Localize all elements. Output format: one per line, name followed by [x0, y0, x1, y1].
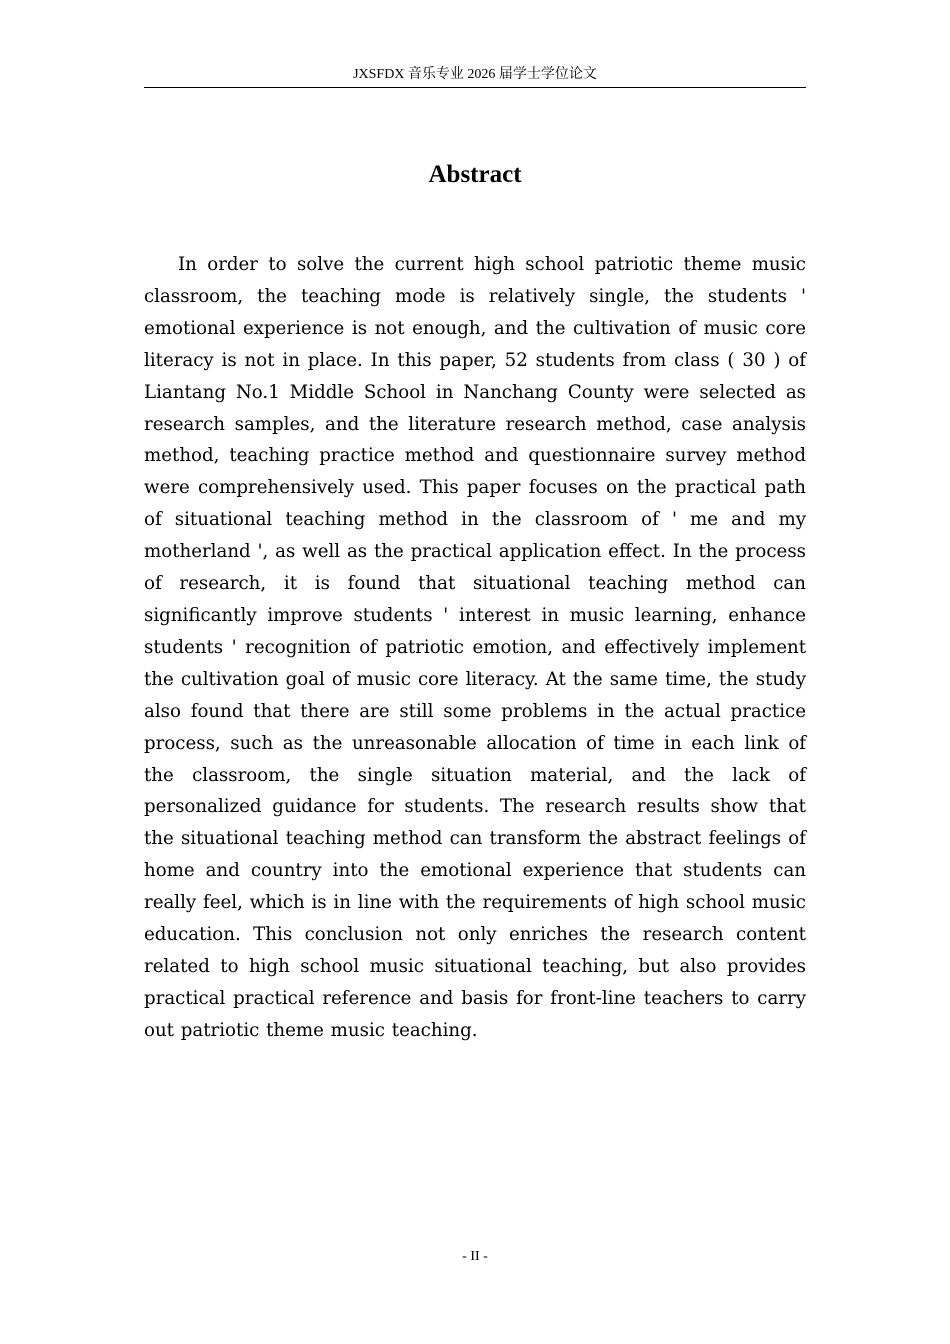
page-title: Abstract: [428, 161, 522, 188]
page-number: - II -: [462, 1249, 488, 1264]
abstract-paragraph: In order to solve the current high school patriotic theme music classroom, the teaching mode is relatively single, the students ' emotional experience is not enough, and the cultivation of music core literacy is not in place. In this paper, 52 students from class ( 30 ) of Liantang No.1 Middle School in Nanchang County were selected as research samples, and the literature research method, case analysis method, teaching practice method and questionnaire survey method were comprehensively used. This paper focuses on the practical path of situational teaching method in the classroom of ' me and my motherland ', as well as the practical application effect. In the process of research, it is found that situational teaching method can significantly improve students ' interest in music learning, enhance students ' recognition of patriotic emotion, and effectively implement the cultivation goal of music core literacy. At the same time, the study also found that there are still some problems in the actual practice process, such as the unreasonable allocation of time in each link of the classroom, the single situation material, and the lack of personalized guidance for students. The research results show that the situational teaching method can transform the abstract feelings of home and country into the emotional experience that students can really feel, which is in line with the requirements of high school music education. This conclusion not only enriches the research content related to high school music situational teaching, but also provides practical practical reference and basis for front-line teachers to carry out patriotic theme music teaching.: [144, 254, 806, 1041]
running-header: JXSFDX 音乐专业 2026 届学士学位论文: [353, 67, 597, 82]
header-rule: [144, 87, 806, 88]
